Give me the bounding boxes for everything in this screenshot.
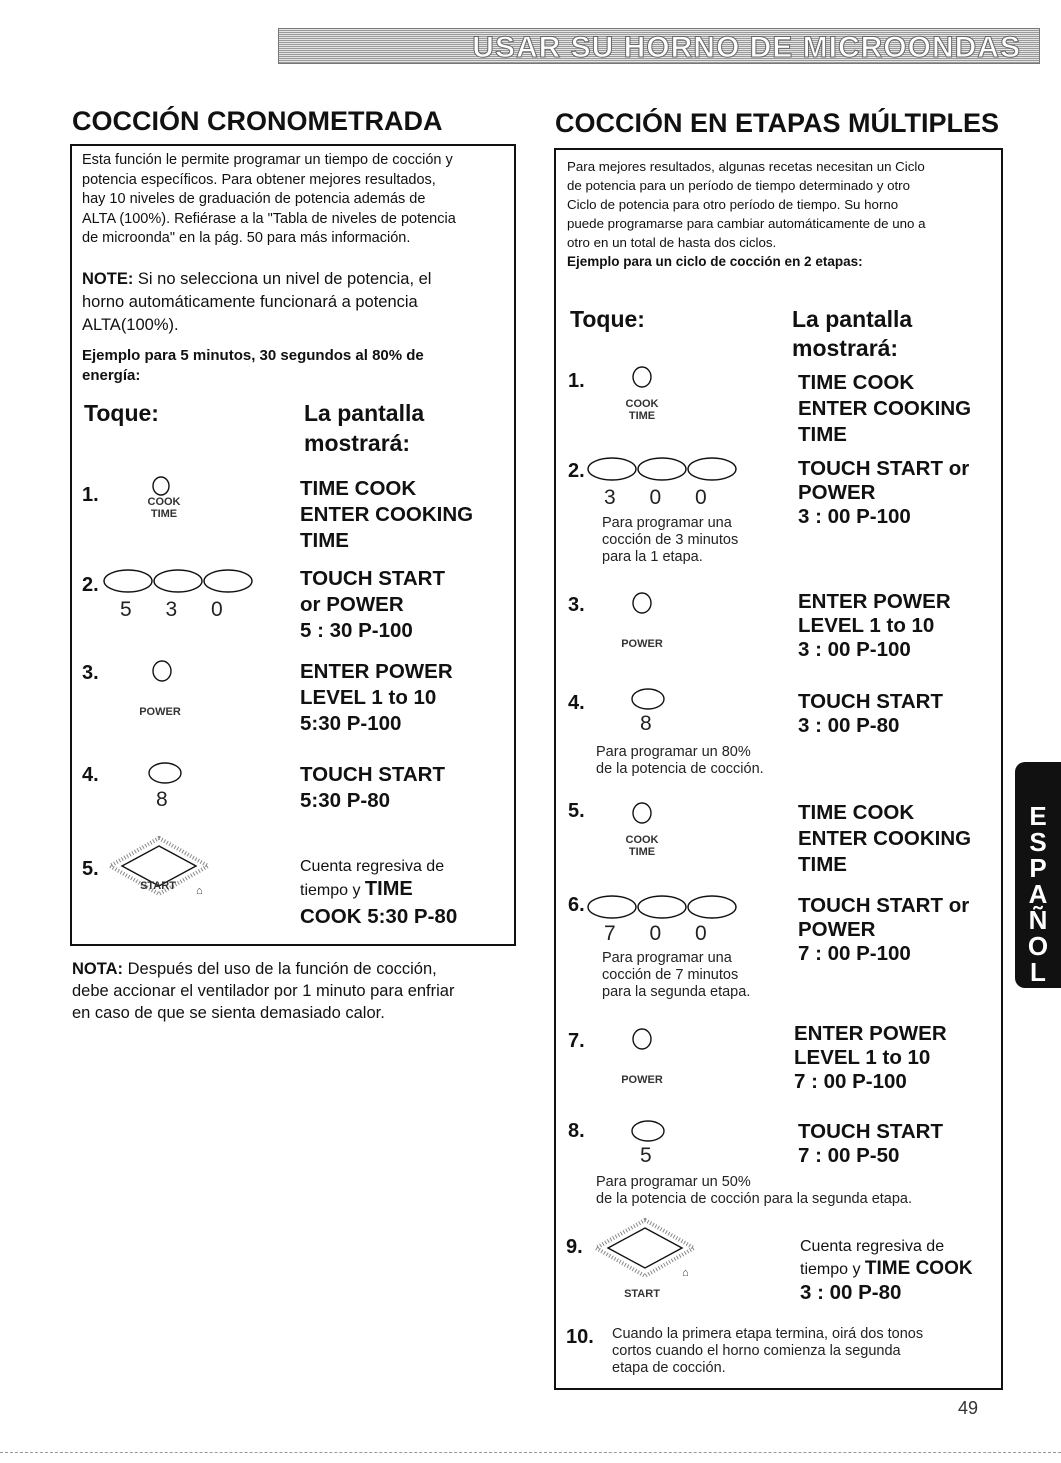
display-line: 3 : 00 P-80	[798, 714, 900, 737]
number-keys-icon	[584, 892, 740, 922]
display-line: LEVEL 1 to 10	[300, 686, 437, 709]
power-key-icon	[150, 658, 174, 684]
svg-text:⌂: ⌂	[196, 885, 203, 897]
number-keys-digits: 3 0 0	[604, 486, 721, 509]
step-number: 5.	[568, 800, 585, 822]
note-line: cocción de 3 minutos	[602, 532, 739, 548]
right-col-display: La pantalla	[792, 306, 913, 332]
step-number: 1.	[568, 370, 585, 392]
intro-line: Para mejores resultados, algunas recetas necesitan un Ciclo	[567, 159, 925, 174]
left-intro	[82, 151, 456, 249]
step-display	[798, 457, 969, 529]
step-display: 3 : 00 P-80	[800, 1281, 902, 1304]
display-line: TOUCH START	[300, 567, 446, 590]
note-line: Cuenta regresiva de	[300, 858, 445, 875]
language-tab	[1015, 762, 1061, 988]
note-line: cocción de 7 minutos	[602, 967, 739, 983]
number-keys-digits: 7 0 0	[604, 922, 721, 945]
display-line: TOUCH START	[300, 763, 446, 786]
display-line: ENTER POWER	[798, 590, 951, 613]
step-display	[798, 1120, 943, 1168]
display-line: 7 : 00 P-50	[798, 1144, 900, 1167]
number-key-icon	[628, 686, 668, 712]
step-number: 9.	[566, 1236, 583, 1258]
display-line: TIME COOK	[798, 371, 915, 394]
cook-time-key-icon	[630, 364, 654, 390]
right-col-touch: Toque:	[570, 306, 645, 332]
power-key-icon	[630, 1026, 654, 1052]
key-label-line: COOK	[625, 398, 659, 410]
tab-letter: O	[1027, 931, 1049, 961]
note-line: etapa de cocción.	[612, 1360, 726, 1376]
display-line: TIME COOK	[798, 801, 915, 824]
number-key-digit: 8	[156, 788, 182, 811]
display-line: POWER	[798, 918, 876, 941]
left-note	[82, 268, 431, 337]
page-number: 49	[958, 1398, 979, 1418]
example-line: Ejemplo para 5 minutos, 30 segundos al 80% de	[82, 347, 424, 364]
note-line: Para programar un 50%	[596, 1174, 751, 1190]
tab-letter: E	[1029, 801, 1047, 831]
intro-line: de microonda" en la pág. 50 para más información.	[82, 230, 411, 246]
note-line: Para programar una	[602, 950, 732, 966]
display-line: 7 : 00 P-100	[798, 942, 911, 965]
svg-text:⌂: ⌂	[682, 1267, 689, 1279]
note-line: de la potencia de cocción.	[596, 761, 764, 777]
step-number: 2.	[82, 574, 99, 596]
step-number: 5.	[82, 858, 99, 880]
step-display	[798, 590, 951, 662]
intro-line: de potencia para un período de tiempo determinado y otro	[567, 178, 910, 193]
step-note	[612, 1326, 923, 1377]
step-number: 10.	[566, 1326, 594, 1348]
number-key-icon	[145, 760, 185, 786]
step-note	[800, 1236, 973, 1281]
intro-line: Esta función le permite programar un tiempo de cocción y	[82, 152, 453, 168]
cook-time-key-icon	[630, 800, 654, 826]
display-line: 5:30 P-100	[300, 712, 402, 735]
note-bold: TIME COOK	[864, 1258, 973, 1279]
cook-time-key-icon	[150, 474, 172, 498]
start-key-icon	[590, 1216, 700, 1280]
intro-line: hay 10 niveles de graduación de potencia además de	[82, 191, 426, 207]
step-number: 4.	[568, 692, 585, 714]
tab-letter: A	[1028, 879, 1048, 909]
step-display	[794, 1022, 947, 1094]
step-number: 1.	[82, 484, 99, 506]
step-note	[300, 856, 444, 902]
display-line: 3 : 00 P-100	[798, 505, 911, 528]
note-line: tiempo y	[300, 882, 365, 899]
step-note	[602, 950, 750, 1001]
display-line: LEVEL 1 to 10	[794, 1046, 931, 1069]
key-label-line: COOK	[625, 834, 659, 846]
step-display	[300, 476, 473, 554]
intro-line: potencia específicos. Para obtener mejores resultados,	[82, 171, 436, 188]
display-line: TIME	[798, 853, 847, 876]
display-line: TOUCH START	[798, 690, 944, 713]
step-number: 2.	[568, 460, 585, 482]
display-line: LEVEL 1 to 10	[798, 614, 935, 637]
display-line: TIME COOK	[300, 477, 417, 500]
start-key-label: START	[624, 1288, 660, 1300]
right-example: Ejemplo para un ciclo de cocción en 2 etapas:	[567, 254, 863, 269]
note-line: Cuenta regresiva de	[800, 1238, 945, 1255]
footnote-text: Después del uso de la función de cocción,	[123, 960, 437, 978]
display-line: ENTER POWER	[794, 1022, 947, 1045]
left-footnote	[72, 958, 454, 1024]
intro-line: otro en un total de hasta dos ciclos.	[567, 235, 777, 250]
display-line: 5:30 P-80	[300, 789, 391, 812]
section-banner	[278, 28, 1040, 64]
footnote-label: NOTA:	[72, 960, 124, 978]
left-col-display-2: mostrará:	[304, 430, 411, 456]
power-key-label: POWER	[621, 638, 663, 650]
step-number: 7.	[568, 1030, 585, 1052]
number-key-icon	[628, 1118, 668, 1144]
note-line: Para programar una	[602, 515, 732, 531]
display-line: TOUCH START or	[798, 894, 970, 917]
cook-time-key-label	[146, 496, 182, 520]
step-display: COOK 5:30 P-80	[300, 905, 458, 928]
step-note	[596, 744, 764, 778]
note-line: Cuando la primera etapa termina, oirá dos tonos	[612, 1326, 924, 1342]
tab-letter: P	[1029, 853, 1047, 883]
banner-title: USAR SU HORNO DE MICROONDAS	[472, 31, 1021, 64]
display-line: 7 : 00 P-100	[794, 1070, 907, 1093]
power-key-label: POWER	[139, 706, 181, 718]
left-col-touch: Toque:	[84, 400, 159, 426]
key-label-line: COOK	[147, 496, 181, 508]
step-display	[798, 800, 971, 878]
cook-time-key-label	[624, 398, 660, 422]
display-line: or POWER	[300, 593, 404, 616]
number-key-digit: 5	[640, 1144, 666, 1167]
note-line: de la potencia de cocción para la segunda etapa.	[596, 1191, 913, 1207]
step-number: 3.	[568, 594, 585, 616]
key-label-line: TIME	[628, 846, 656, 858]
tab-letter: Ñ	[1028, 905, 1048, 935]
display-line: TOUCH START	[798, 1120, 944, 1143]
tab-letter: L	[1030, 957, 1046, 987]
step-display	[300, 762, 445, 814]
footer-rule	[0, 1452, 1061, 1453]
step-display	[798, 690, 943, 738]
step-number: 4.	[82, 764, 99, 786]
display-line: TIME	[798, 423, 847, 446]
start-key-label: START	[140, 880, 176, 892]
left-example	[82, 346, 424, 386]
step-display	[798, 894, 969, 966]
intro-line: puede programarse para cambiar automáticamente de uno a	[567, 216, 926, 231]
note-line: cortos cuando el horno comienza la segunda	[612, 1343, 901, 1359]
footnote-text: en caso de que se sienta demasiado calor.	[72, 1004, 385, 1022]
display-line: ENTER COOKING	[300, 503, 474, 526]
display-line: ENTER COOKING	[798, 397, 972, 420]
footnote-text: debe accionar el ventilador por 1 minuto para enfriar	[72, 982, 455, 1000]
note-line: tiempo y	[800, 1261, 865, 1278]
left-section-title: COCCIÓN CRONOMETRADA	[72, 106, 443, 136]
left-col-display: La pantalla	[304, 400, 425, 426]
right-section-title: COCCIÓN EN ETAPAS MÚLTIPLES	[555, 108, 1000, 138]
display-line: 3 : 00 P-100	[798, 638, 911, 661]
step-display	[798, 370, 971, 448]
tab-letter: S	[1029, 827, 1047, 857]
intro-line: ALTA (100%). Refiérase a la "Tabla de niveles de potencia	[82, 210, 456, 227]
number-keys-icon	[584, 454, 740, 484]
display-line: ENTER COOKING	[798, 827, 972, 850]
step-display	[300, 566, 445, 644]
number-keys-digits: 5 3 0	[120, 598, 237, 621]
display-line: TIME	[300, 529, 349, 552]
number-keys-icon	[100, 566, 256, 596]
display-line: 5 : 30 P-100	[300, 619, 413, 642]
cook-time-key-label	[624, 834, 660, 858]
note-text: horno automáticamente funcionará a potencia	[82, 293, 418, 311]
key-label-line: TIME	[150, 508, 178, 520]
step-number: 6.	[568, 894, 585, 916]
number-key-digit: 8	[640, 712, 666, 735]
step-note	[602, 515, 738, 566]
note-text: ALTA(100%).	[82, 316, 179, 334]
right-col-display-2: mostrará:	[792, 335, 899, 361]
example-line: energía:	[82, 367, 141, 384]
power-key-label: POWER	[621, 1074, 663, 1086]
power-key-icon	[630, 590, 654, 616]
display-line: ENTER POWER	[300, 660, 453, 683]
display-line: POWER	[798, 481, 876, 504]
display-line: TOUCH START or	[798, 457, 970, 480]
note-line: Para programar un 80%	[596, 744, 751, 760]
note-line: para la segunda etapa.	[602, 984, 751, 1000]
note-label: NOTE:	[82, 270, 134, 288]
note-line: para la 1 etapa.	[602, 549, 703, 565]
step-number: 8.	[568, 1120, 585, 1142]
note-text: Si no selecciona un nivel de potencia, el	[133, 270, 432, 288]
step-note	[596, 1174, 912, 1208]
step-number: 3.	[82, 662, 99, 684]
step-display	[300, 659, 453, 737]
right-intro	[567, 157, 926, 252]
note-bold: TIME	[364, 878, 413, 900]
key-label-line: TIME	[628, 410, 656, 422]
intro-line: Ciclo de potencia para otro período de tiempo. Su horno	[567, 197, 899, 212]
